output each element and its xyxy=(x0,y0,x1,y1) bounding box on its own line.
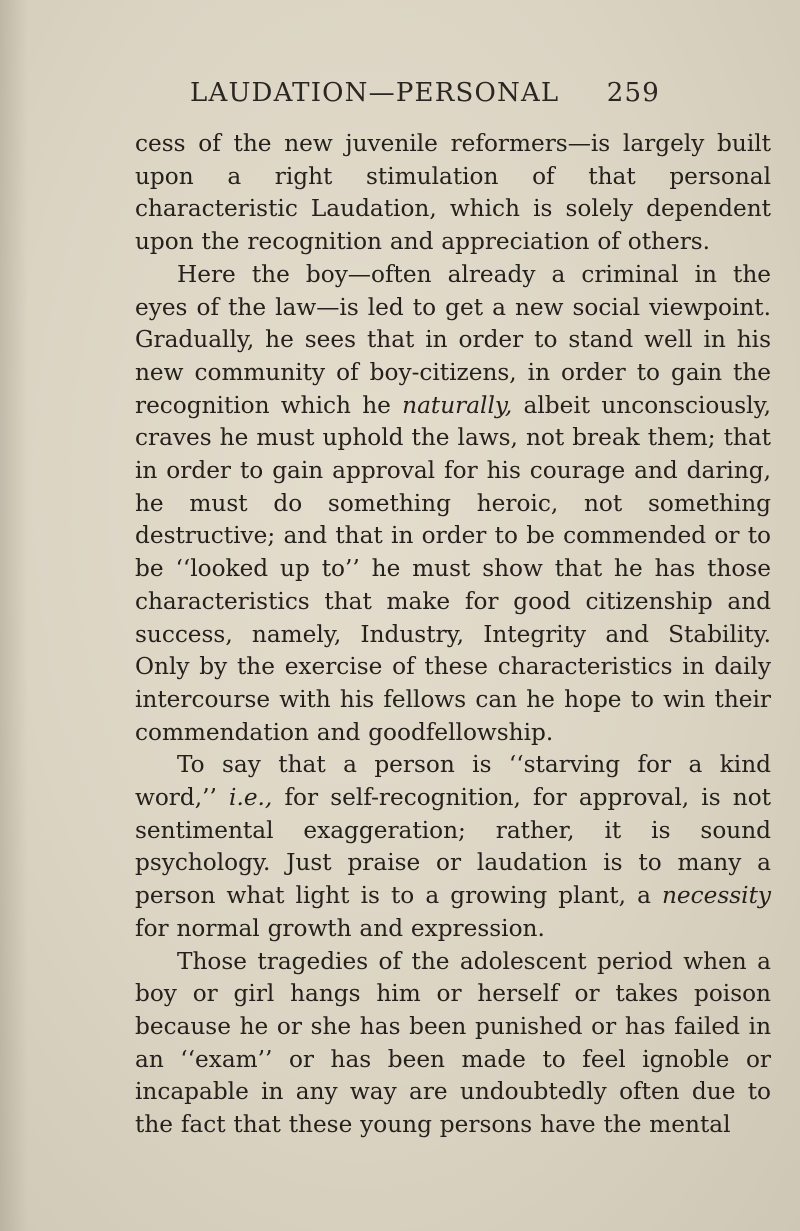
paragraph-3-emphasis-2: necessity xyxy=(662,882,771,910)
paragraph-2-emphasis: naturally, xyxy=(402,391,513,419)
paragraph-3-text-c: for normal growth and expression. xyxy=(135,914,545,942)
page-header xyxy=(190,78,660,118)
body-text xyxy=(135,128,771,1142)
binding-shadow xyxy=(0,0,28,1231)
paragraph-4-text: Those tragedies of the adolescent period when a boy or girl hangs him or herself or takes poison because he or she has been punished or has failed in an ‘‘exam’’ or has been made to feel ignoble or incapable in any way are undoubtedly often due to the fact that these young persons have the mental xyxy=(135,947,771,1139)
paragraph-1-text: cess of the new juvenile reformers—is largely built upon a right stimulation of that personal characteristic Laudation, which is solely dependent upon the recognition and appreciation of others. xyxy=(135,130,771,256)
paragraph-1 xyxy=(135,128,771,259)
paragraph-2-text-a: Here the boy—often already a criminal in the eyes of the law—is led to get a new social viewpoint. Gradually, he sees that in order to stand well in his new community of boy-citizens, in order to gain the recognition which he xyxy=(135,260,771,419)
paragraph-3-emphasis-1: i.e., xyxy=(229,784,273,812)
paragraph-3-text-b: for self-recognition, for approval, is not sentimental exaggeration; rather, it is sound psychology. Just praise or laudation is to many a person what light is to a growing plant, a xyxy=(135,784,771,910)
page-number: 259 xyxy=(606,78,660,108)
paragraph-3 xyxy=(135,749,771,945)
paragraph-3-text-a: To say that a person is ‘‘starving for a kind word,’’ xyxy=(135,751,771,812)
paragraph-2-text-b: albeit unconsciously, craves he must uphold the laws, not break them; that in order to gain approval for his courage and daring, he must do something heroic, not something destructive; and that in order to be commended or to be ‘‘looked up to’’ he must show that he has those characteristics that make for good citizenship and success, namely, Industry, Integrity and Stability. Only by the exercise of these characteristics in daily intercourse with his fellows can he hope to win their commendation and goodfellowship. xyxy=(135,391,771,746)
running-head: LAUDATION—PERSONAL xyxy=(190,78,560,108)
paragraph-2 xyxy=(135,259,771,750)
paragraph-4 xyxy=(135,946,771,1142)
